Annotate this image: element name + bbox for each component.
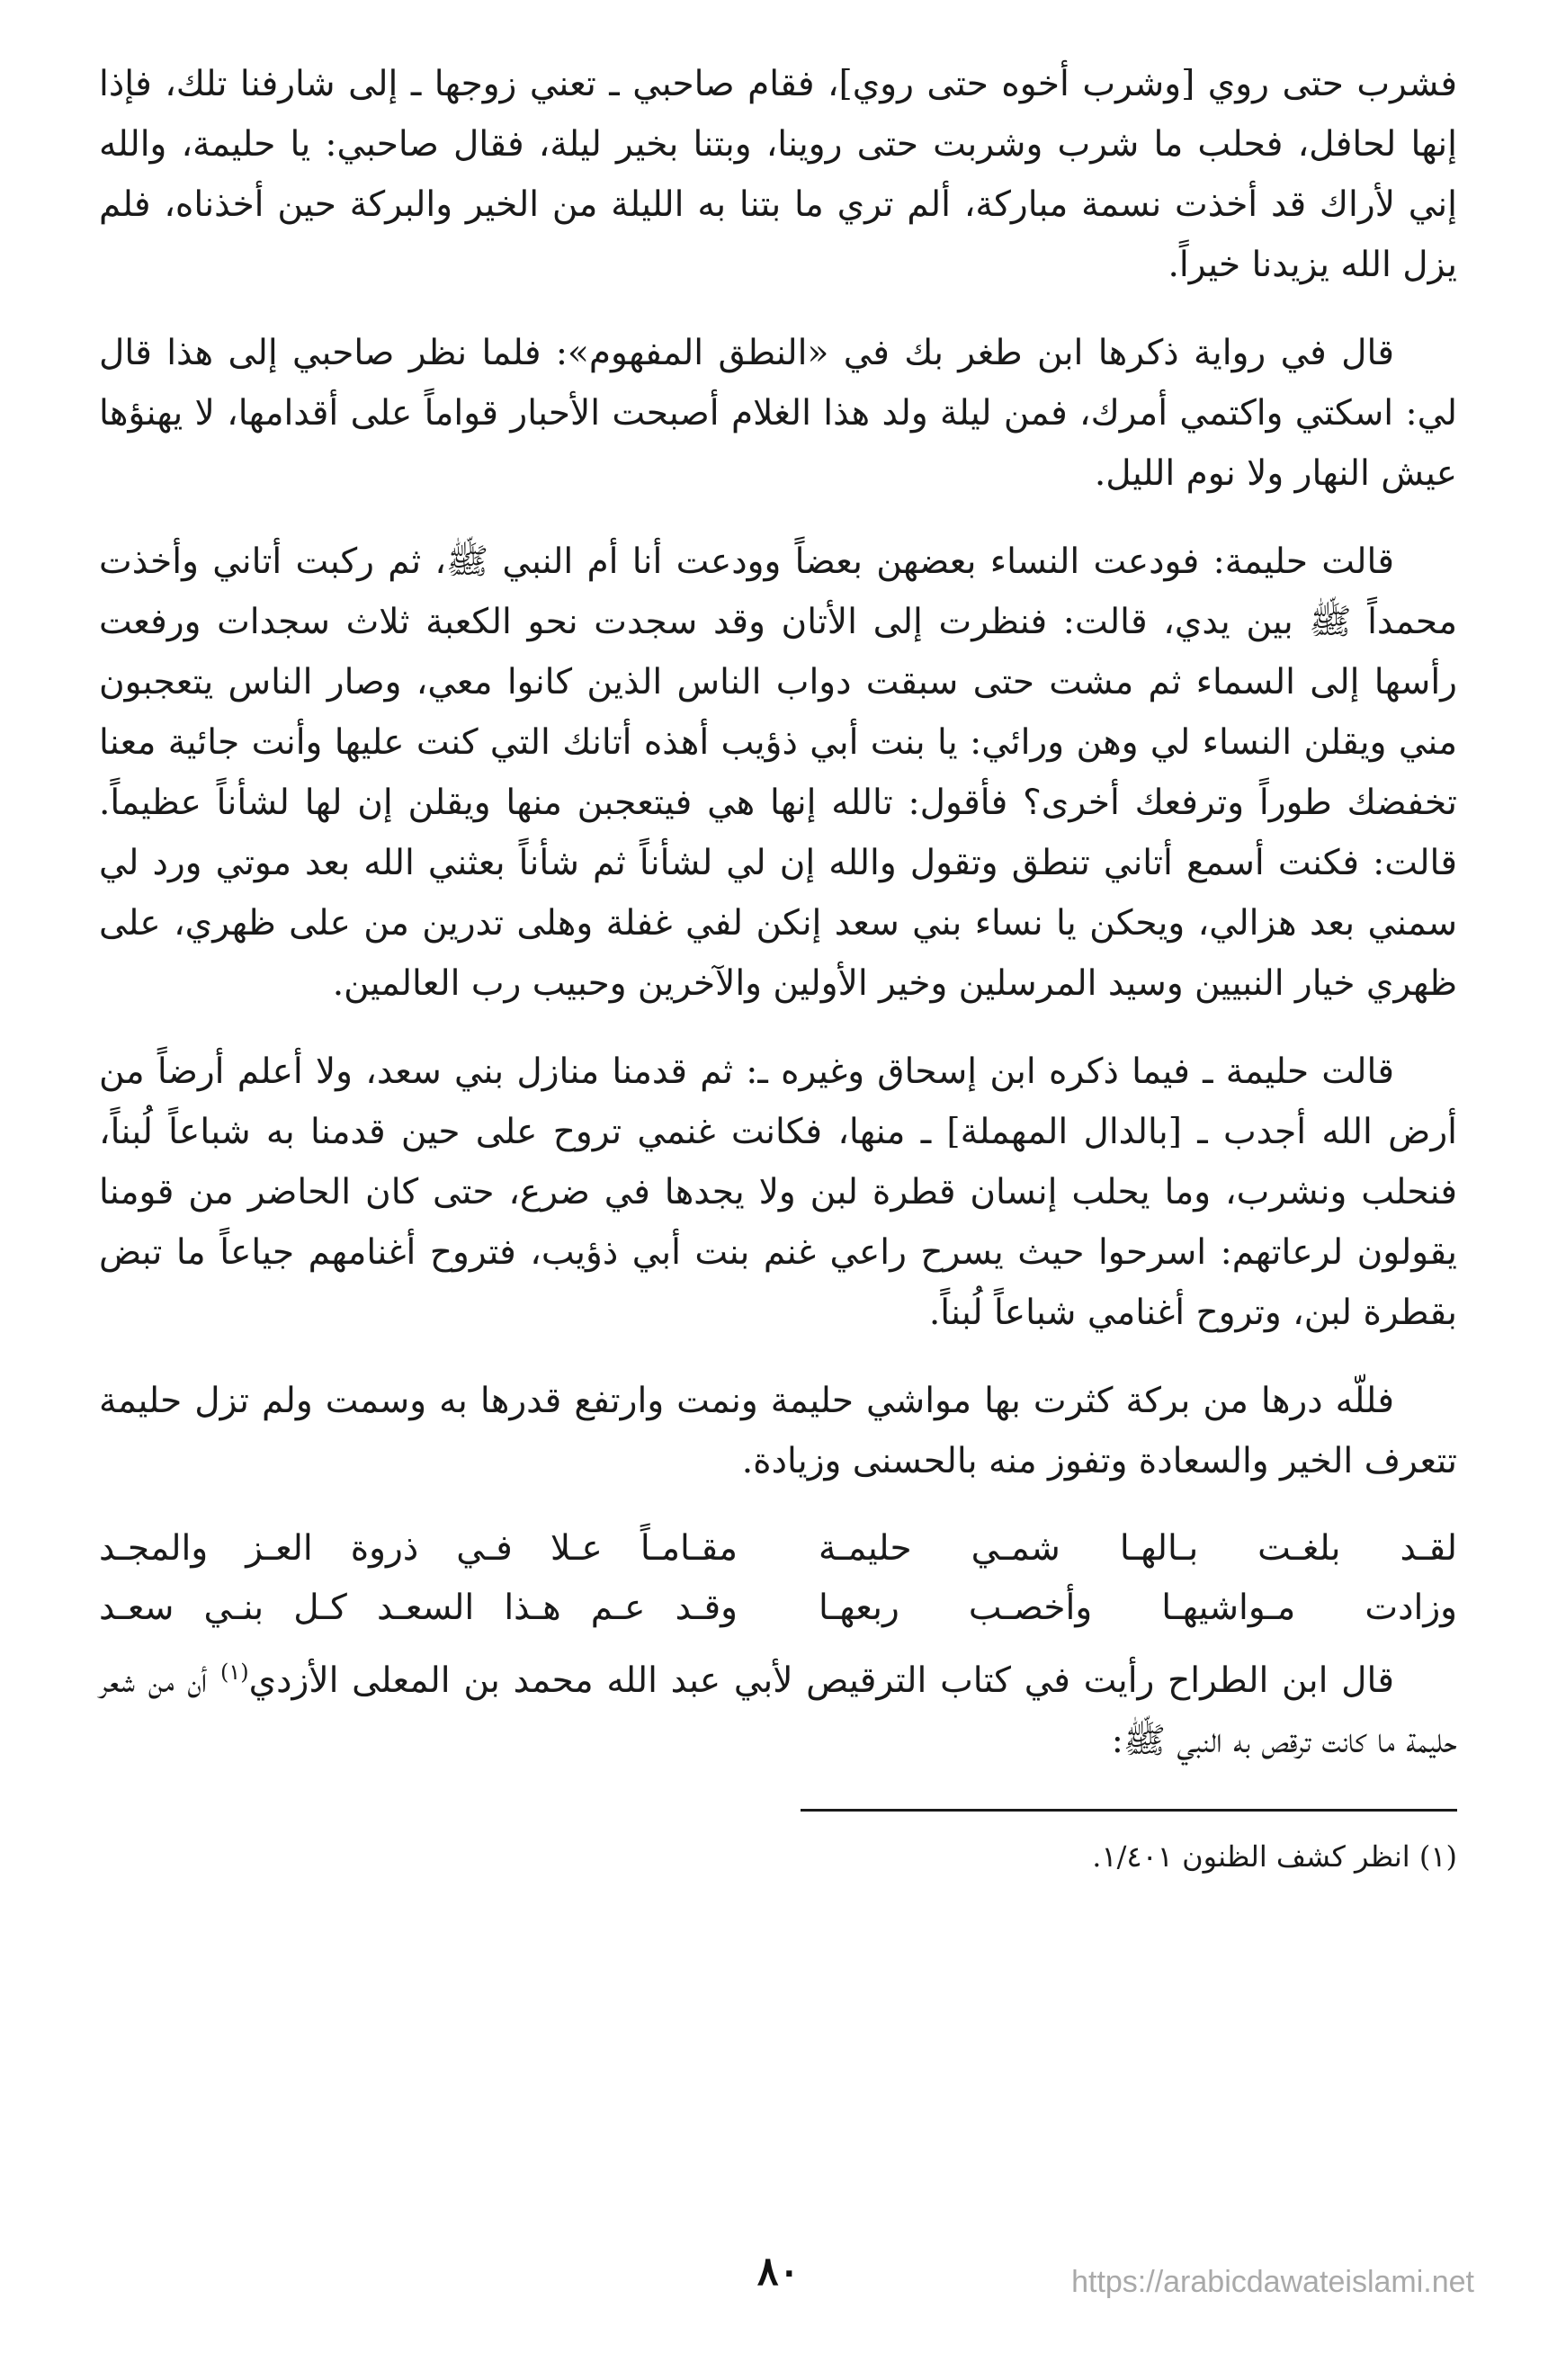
paragraph-3: قالت حليمة: فودعت النساء بعضهن بعضاً وودعت أنا أم النبي ﷺ، ثم ركبت أتاني وأخذت محمداً ﷺ بين يدي، قالت: فنظرت إلى الأتان وقد سجدت نحو الكعبة ثلاث سجدات ورفعت رأسها إلى السماء ثم مشت حتى سبقت دواب الناس الذين كانوا معي، وصار الناس يتعجبون مني ويقلن النساء لي وهن ورائي: يا بنت أبي ذؤيب أهذه أتانك التي كنت عليها وأنت جائية معنا تخفضك طوراً وترفعك أخرى؟ فأقول: تالله إنها هي فيتعجبن منها ويقلن إن لها لشأناً عظيماً. قالت: فكنت أسمع أتاني تنطق وتقول والله إن لي لشأناً ثم شأناً بعثني الله بعد موتي ورد لي سمني بعد هزالي، ويحكن يا نساء بني سعد إنكن لفي غفلة وهلى تدرين من على ظهري، على ظهري خيار النبيين وسيد المرسلين وخير الأولين والآخرين وحبيب رب العالمين. (99, 541, 1457, 1004)
verse-2 (99, 1579, 1457, 1638)
page-number: ٨٠ (756, 2249, 801, 2295)
closing-text-end: أن من شعر حليمة ما كانت ترقص به النبي ﷺ: (99, 1660, 1457, 1761)
poem-verses (99, 1519, 1457, 1638)
book-page (99, 54, 1457, 1878)
paragraph-5: فللّه درها من بركة كثرت بها مواشي حليمة ونمت وارتفع قدرها به وسمت ولم تزل حليمة تتعرف الخير والسعادة وتفوز منه بالحسنى وزيادة. (99, 1381, 1457, 1481)
closing-paragraph (99, 1651, 1457, 1771)
watermark-url: https://arabicdawateislami.net (1071, 2265, 1474, 2299)
footnote-divider (801, 1809, 1457, 1812)
verse-2-first-hemistich: وزادت مـواشيهـا وأخصـب ربعهـا (819, 1588, 1457, 1628)
paragraph-1: فشرب حتى روي [وشرب أخوه حتى روي]، فقام صاحبي ـ تعني زوجها ـ إلى شارفنا تلك، فإذا إنها لحافل، فحلب ما شرب وشربت حتى روينا، وبتنا بخير ليلة، فقال صاحبي: يا حليمة، والله إني لأراك قد أخذت نسمة مباركة، ألم تري ما بتنا به الليلة من الخير والبركة حين أخذناه، فلم يزل الله يزيدنا خيراً. (99, 64, 1457, 285)
paragraph-2: قال في رواية ذكرها ابن طغر بك في «النطق المفهوم»: فلما نظر صاحبي إلى هذا قال لي: اسكتي واكتمي أمرك، فمن ليلة ولد هذا الغلام أصبحت الأحبار قواماً على أقدامها، لا يهنؤها عيش النهار ولا نوم الليل. (99, 333, 1457, 494)
footnote: (١) انظر كشف الظنون ١/٤٠١. (1092, 1839, 1457, 1874)
verse-2-second-hemistich: وقـد عـم هـذا السعـد كـل بنـي سعـد (99, 1588, 738, 1628)
footnote-marker: (١) (219, 1660, 249, 1685)
closing-text-start: قال ابن الطراح رأيت في كتاب الترقيص لأبي عبد الله محمد بن المعلى الأزدي (248, 1660, 1394, 1701)
verse-1-second-hemistich: مقـامـاً عـلا فـي ذروة العـز والمجـد (99, 1528, 738, 1569)
paragraph-4: قالت حليمة ـ فيما ذكره ابن إسحاق وغيره ـ: ثم قدمنا منازل بني سعد، ولا أعلم أرضاً من أرض الله أجدب ـ [بالدال المهملة] ـ منها، فكانت غنمي تروح على حين قدمنا به شباعاً لُبناً، فنحلب ونشرب، وما يحلب إنسان قطرة لبن ولا يجدها في ضرع، حتى كان الحاضر من قومنا يقولون لرعاتهم: اسرحوا حيث يسرح راعي غنم بنت أبي ذؤيب، فتروح أغنامهم جياعاً ما تبض بقطرة لبن، وتروح أغنامي شباعاً لُبناً. (99, 1051, 1457, 1333)
verse-1 (99, 1519, 1457, 1579)
verse-1-first-hemistich: لقـد بلغـت بـالهـا شمـي حليمـة (819, 1528, 1457, 1569)
